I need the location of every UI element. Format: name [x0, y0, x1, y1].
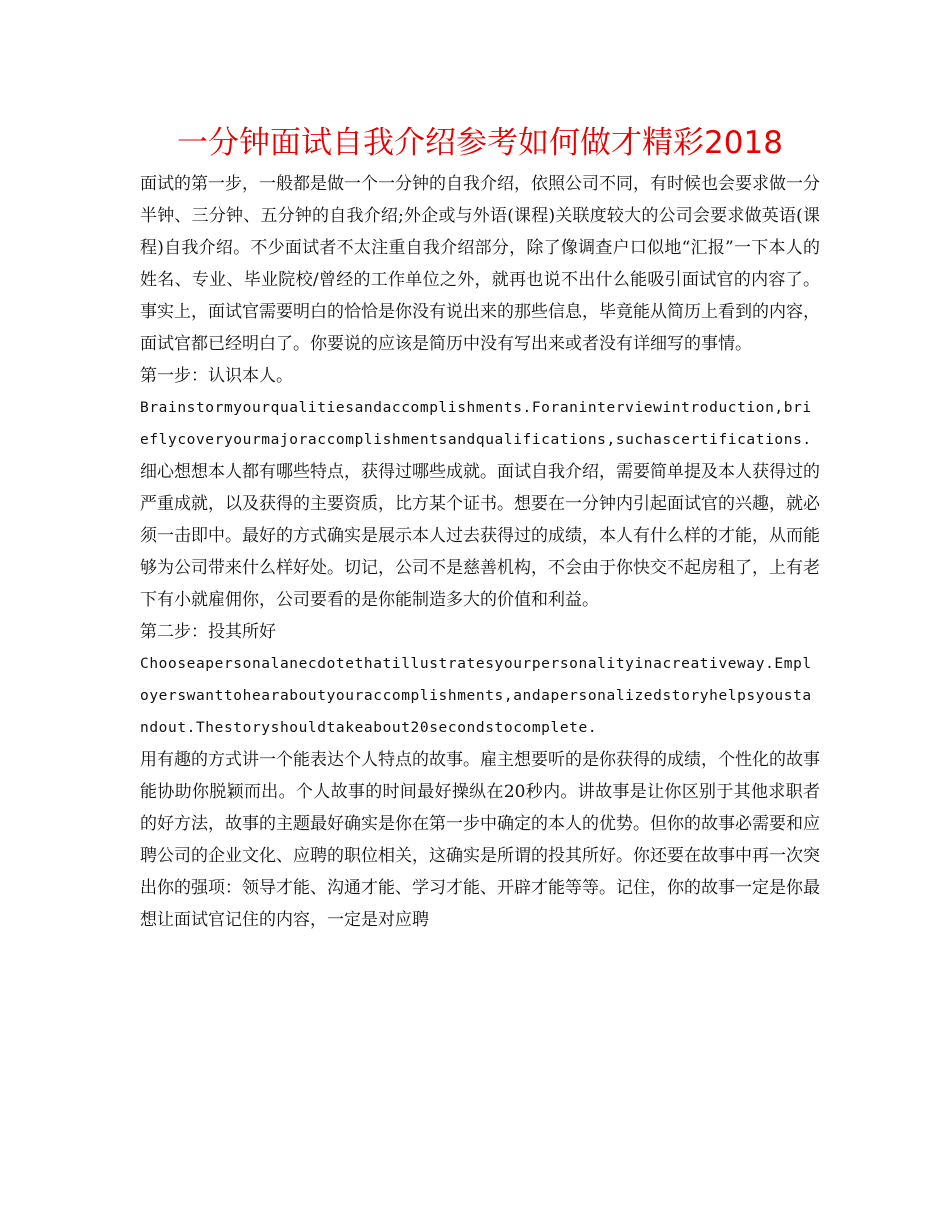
document-title: 一分钟面试自我介绍参考如何做才精彩2018	[177, 125, 783, 161]
step2-heading: 第二步：投其所好	[140, 622, 276, 642]
step1-heading: 第一步：认识本人。	[140, 366, 293, 386]
step2-english-paragraph: Chooseapersonalanecdotethatillustratesyourpersonalityinacreativeway.Employerswanttohearaboutyouraccomplishments,andapersonalizedstoryhelpsyoustandout.Thestoryshouldtakeabout20secondstocomplete.	[140, 656, 812, 736]
step1-body-paragraph: 细心想想本人都有哪些特点，获得过哪些成就。面试自我介绍，需要简单提及本人获得过的严重成就，以及获得的主要资质，比方某个证书。想要在一分钟内引起面试官的兴趣，就必须一击即中。最好的方式确实是展示本人过去获得过的成绩，本人有什么样的才能，从而能够为公司带来什么样好处。切记，公司不是慈善机构，不会由于你快交不起房租了，上有老下有小就雇佣你，公司要看的是你能制造多大的价值和利益。	[140, 462, 820, 610]
intro-paragraph: 面试的第一步，一般都是做一个一分钟的自我介绍，依照公司不同，有时候也会要求做一分半钟、三分钟、五分钟的自我介绍;外企或与外语(课程)关联度较大的公司会要求做英语(课程)自我介绍。不少面试者不太注重自我介绍部分，除了像调查户口似地“汇报”一下本人的姓名、专业、毕业院校/曾经的工作单位之外，就再也说不出什么能吸引面试官的内容了。事实上，面试官需要明白的恰恰是你没有说出来的那些信息，毕竟能从简历上看到的内容，面试官都已经明白了。你要说的应该是简历中没有写出来或者没有详细写的事情。	[140, 174, 820, 354]
step1-english-paragraph: Brainstormyourqualitiesandaccomplishments.Foraninterviewintroduction,brieflycoveryourmajoraccomplishmentsandqualifications,suchascertifications.	[140, 400, 812, 448]
step2-body-paragraph: 用有趣的方式讲一个能表达个人特点的故事。雇主想要听的是你获得的成绩，个性化的故事能协助你脱颖而出。个人故事的时间最好操纵在20秒内。讲故事是让你区别于其他求职者的好方法，故事的主题最好确实是你在第一步中确定的本人的优势。但你的故事必需要和应聘公司的企业文化、应聘的职位相关，这确实是所谓的投其所好。你还要在故事中再一次突出你的强项：领导才能、沟通才能、学习才能、开辟才能等等。记住，你的故事一定是你最想让面试官记住的内容，一定是对应聘	[140, 750, 820, 930]
document-page	[140, 118, 820, 936]
